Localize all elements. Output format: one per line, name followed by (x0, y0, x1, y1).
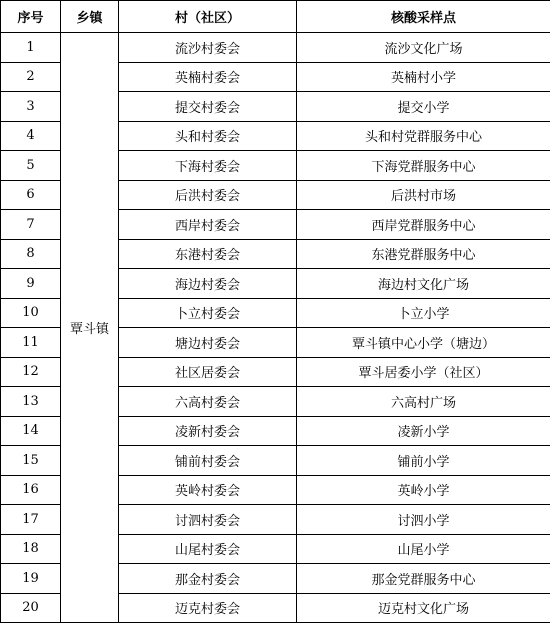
row-index: 12 (1, 357, 61, 387)
sampling-site-cell: 迈克村文化广场 (297, 593, 550, 623)
village-cell: 塘边村委会 (119, 328, 297, 358)
row-index: 9 (1, 269, 61, 299)
sampling-site-cell: 六高村广场 (297, 387, 550, 417)
row-index: 7 (1, 210, 61, 240)
village-cell: 头和村委会 (119, 121, 297, 151)
row-index: 14 (1, 416, 61, 446)
row-index: 15 (1, 446, 61, 476)
sampling-site-cell: 覃斗居委小学（社区） (297, 357, 550, 387)
village-cell: 海边村委会 (119, 269, 297, 299)
sampling-site-cell: 西岸党群服务中心 (297, 210, 550, 240)
sampling-site-cell: 下海党群服务中心 (297, 151, 550, 181)
village-cell: 英楠村委会 (119, 62, 297, 92)
sampling-site-cell: 英楠村小学 (297, 62, 550, 92)
row-index: 18 (1, 534, 61, 564)
sampling-site-cell: 讨泗小学 (297, 505, 550, 535)
village-cell: 社区居委会 (119, 357, 297, 387)
sampling-site-cell: 东港党群服务中心 (297, 239, 550, 269)
village-cell: 铺前村委会 (119, 446, 297, 476)
row-index: 20 (1, 593, 61, 623)
sampling-site-cell: 山尾小学 (297, 534, 550, 564)
sampling-site-cell: 提交小学 (297, 92, 550, 122)
table-row (1, 33, 550, 63)
row-index: 1 (1, 33, 61, 63)
village-cell: 六高村委会 (119, 387, 297, 417)
village-cell: 流沙村委会 (119, 33, 297, 63)
sampling-site-cell: 后洪村市场 (297, 180, 550, 210)
row-index: 11 (1, 328, 61, 358)
row-index: 10 (1, 298, 61, 328)
header-index: 序号 (1, 1, 61, 33)
sampling-site-cell: 卜立小学 (297, 298, 550, 328)
row-index: 2 (1, 62, 61, 92)
row-index: 6 (1, 180, 61, 210)
sampling-site-cell: 头和村党群服务中心 (297, 121, 550, 151)
header-row (1, 1, 550, 33)
row-index: 5 (1, 151, 61, 181)
village-cell: 后洪村委会 (119, 180, 297, 210)
village-cell: 英岭村委会 (119, 475, 297, 505)
village-cell: 讨泗村委会 (119, 505, 297, 535)
row-index: 17 (1, 505, 61, 535)
village-cell: 那金村委会 (119, 564, 297, 594)
sampling-site-cell: 流沙文化广场 (297, 33, 550, 63)
row-index: 3 (1, 92, 61, 122)
village-cell: 下海村委会 (119, 151, 297, 181)
row-index: 13 (1, 387, 61, 417)
village-cell: 卜立村委会 (119, 298, 297, 328)
row-index: 16 (1, 475, 61, 505)
sampling-site-cell: 海边村文化广场 (297, 269, 550, 299)
village-cell: 东港村委会 (119, 239, 297, 269)
village-cell: 凌新村委会 (119, 416, 297, 446)
sampling-site-cell: 覃斗镇中心小学（塘边） (297, 328, 550, 358)
sampling-site-cell: 凌新小学 (297, 416, 550, 446)
row-index: 4 (1, 121, 61, 151)
town-cell: 覃斗镇 (61, 33, 119, 623)
sampling-site-cell: 铺前小学 (297, 446, 550, 476)
header-village: 村（社区） (119, 1, 297, 33)
row-index: 19 (1, 564, 61, 594)
table-body (1, 33, 550, 623)
village-cell: 提交村委会 (119, 92, 297, 122)
village-cell: 西岸村委会 (119, 210, 297, 240)
sampling-site-cell: 那金党群服务中心 (297, 564, 550, 594)
header-town: 乡镇 (61, 1, 119, 33)
sampling-site-cell: 英岭小学 (297, 475, 550, 505)
village-cell: 山尾村委会 (119, 534, 297, 564)
village-cell: 迈克村委会 (119, 593, 297, 623)
row-index: 8 (1, 239, 61, 269)
header-sampling-site: 核酸采样点 (297, 1, 550, 33)
